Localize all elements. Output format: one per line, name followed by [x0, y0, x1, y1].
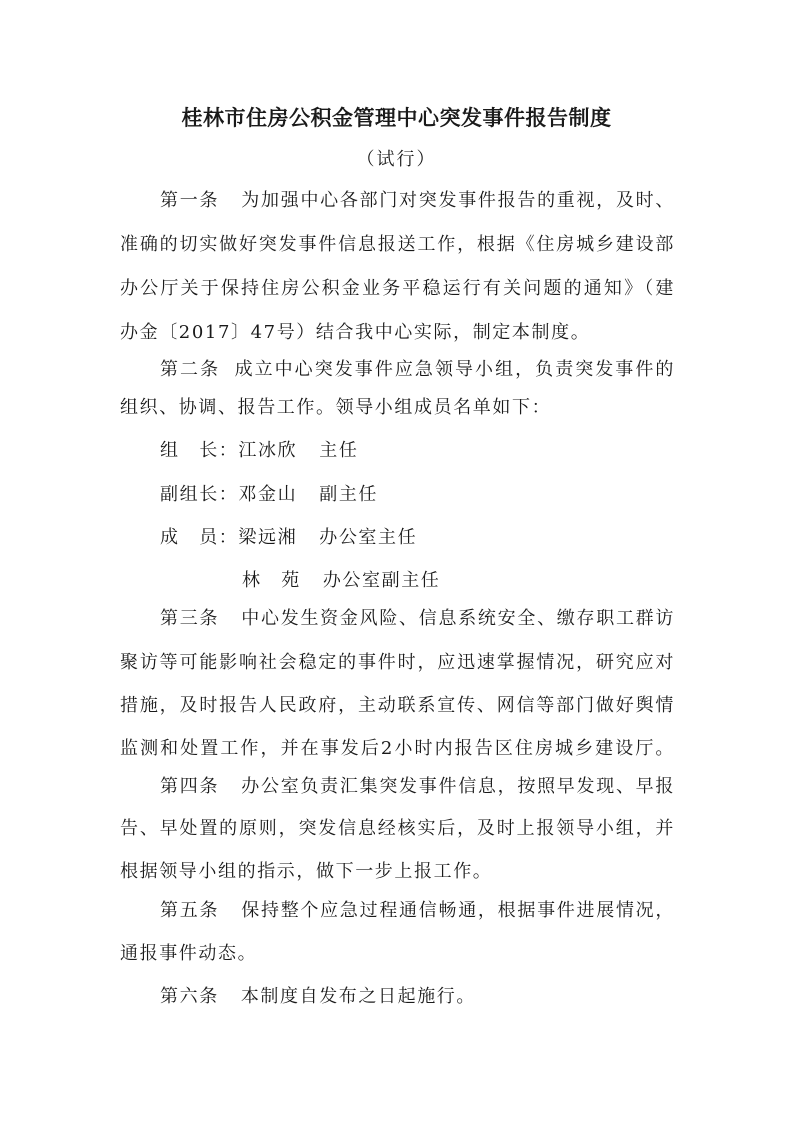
article6-text: 本制度自发布之日起施行。	[240, 986, 477, 1007]
article3-line4: 监测和处置工作，并在事发后2小时内报告区住房城乡建设厅。	[120, 738, 675, 759]
article6-line1	[160, 983, 675, 1011]
article2-line2: 组织、协调、报告工作。领导小组成员名单如下：	[120, 397, 552, 418]
article6-label: 第六条	[160, 986, 219, 1007]
article2-label: 第二条	[160, 359, 221, 380]
article4-line1	[160, 773, 675, 801]
document-title: 桂林市住房公积金管理中心突发事件报告制度	[181, 106, 612, 130]
article1-label: 第一条	[160, 190, 220, 211]
article3-line1	[160, 605, 675, 633]
member-row-1	[160, 524, 417, 552]
article2-line1	[160, 356, 675, 384]
article3-text: 中心发生资金风险、信息系统安全、缴存职工群访	[241, 608, 675, 629]
article5-line2: 通报事件动态。	[120, 943, 258, 964]
deputy-label: 副组长：	[160, 484, 239, 505]
article1-line1	[160, 187, 675, 215]
article1-text: 为加强中心各部门对突发事件报告的重视，及时、	[241, 190, 675, 211]
member1-title: 办公室主任	[319, 527, 418, 548]
article1-line2: 准确的切实做好突发事件信息报送工作，根据《住房城乡建设部	[120, 234, 675, 255]
document-subtitle: （试行）	[356, 149, 437, 170]
leader-label: 组 长：	[160, 440, 239, 461]
article4-line2: 告、早处置的原则，突发信息经核实后，及时上报领导小组，并	[120, 818, 675, 839]
article4-text: 办公室负责汇集突发事件信息，按照早发现、早报	[241, 776, 675, 797]
leader-name: 江冰欣	[238, 440, 298, 461]
article3-label: 第三条	[160, 608, 220, 629]
member2-title: 办公室副主任	[322, 570, 441, 591]
member2-name: 林 苑	[242, 570, 301, 591]
article1-line3: 办公厅关于保持住房公积金业务平稳运行有关问题的通知》（建	[120, 278, 675, 299]
deputy-title: 副主任	[319, 484, 379, 505]
article2-text: 成立中心突发事件应急领导小组，负责突发事件的	[234, 359, 675, 380]
article4-label: 第四条	[160, 776, 220, 797]
leader-title: 主任	[319, 440, 359, 461]
article3-line3: 措施，及时报告人民政府，主动联系宣传、网信等部门做好舆情	[120, 695, 675, 716]
article5-label: 第五条	[160, 900, 220, 921]
member-row-2	[242, 567, 440, 595]
member-label: 成 员：	[160, 527, 239, 548]
article5-line1	[160, 897, 675, 925]
article1-line4: 办金〔2017〕47号）结合我中心实际，制定本制度。	[120, 322, 591, 343]
article5-text: 保持整个应急过程通信畅通，根据事件进展情况，	[241, 900, 675, 921]
deputy-name: 邓金山	[238, 484, 298, 505]
member-deputy-row	[160, 481, 378, 509]
member-leader-row	[160, 437, 358, 465]
member1-name: 梁远湘	[238, 527, 298, 548]
article3-line2: 聚访等可能影响社会稳定的事件时，应迅速掌握情况，研究应对	[120, 652, 675, 673]
article4-line3: 根据领导小组的指示，做下一步上报工作。	[120, 861, 493, 882]
